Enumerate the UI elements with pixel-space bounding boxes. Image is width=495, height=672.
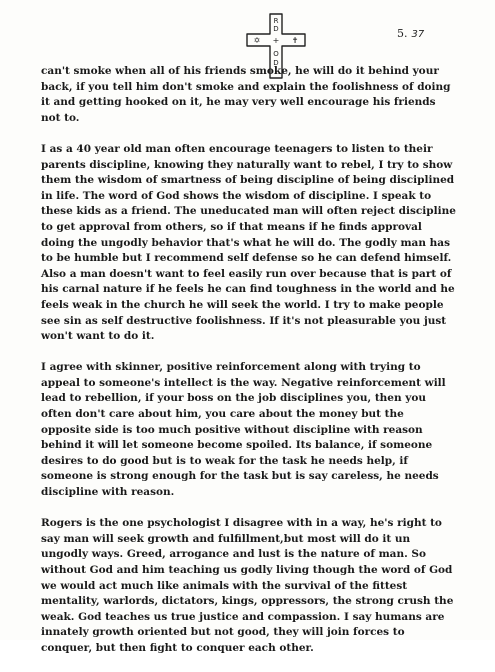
cross-star-icon: ✡ [253,36,261,45]
document-body [41,64,457,672]
paragraph-1: can't smoke when all of his friends smoke, he will do it behind your back, if you tell him don't smoke and explain the foolishness of doing it and getting hooked on it, he may very well encourage his friends not to. [41,65,451,124]
page-number-typed: 5. [397,27,408,40]
cross-letter-bottom: O [273,50,279,58]
page-number [397,27,424,40]
paragraph-2: I as a 40 year old man often encourage teenagers to listen to their parents discipline, knowing they naturally want to rebel, I try to show them the wisdom of smartness of being discipline of being disciplined in life. The word of God shows the wisdom of discipline. I speak to these kids as a friend. The uneducated man will often reject discipline to get approval from others, so if that means if he finds approval doing the ungodly behavior that's what he will do. The godly man has to be humble but I recommend self defense so he can defend himself. Also a man doesn't want to feel easily run over because that is part of his carnal nature if he feels he can find toughness in the world and he feels weak in the church he will seek the world. I try to make people see sin as self destructive foolishness. If it's not pleasurable you just won't want to do it. [41,142,456,343]
cross-letter-top2: D [273,25,279,33]
cross-letter-bottom2: D [273,59,279,67]
page-number-handwritten: 37 [411,29,425,40]
cross-letter-center: + [272,36,280,45]
paragraph-4: Rogers is the one psychologist I disagree with in a way, he's right to say man will seek growth and fulfillment,but most will do it un ungodly ways. Greed, arrogance and lust is the nature of man. So without God and him teaching us godly living though the word of God we would act much like animals with the survival of the fittest mentality, warlords, dictators, kings, oppressors, the strong crush the weak. God teaches us true justice and compassion. I say humans are innately growth oriented but not good, they will join forces to conquer, but then fight to conquer each other. [41,517,454,654]
cross-symbol-icon: ✝ [291,36,299,45]
paragraph-3: I agree with skinner, positive reinforcement along with trying to appeal to someone's intellect is the way. Negative reinforcement will lead to rebellion, if your boss on the job disciplines you, then you often don't care about him, you care about the money but the opposite side is too much positive without discipline with reason behind it will let someone become spoiled. Its balance, if someone desires to do good but is to weak for the task he needs help, if someone is strong enough for the task but is say careless, he needs discipline with reason. [41,361,446,499]
cross-letter-top: R [273,17,279,25]
